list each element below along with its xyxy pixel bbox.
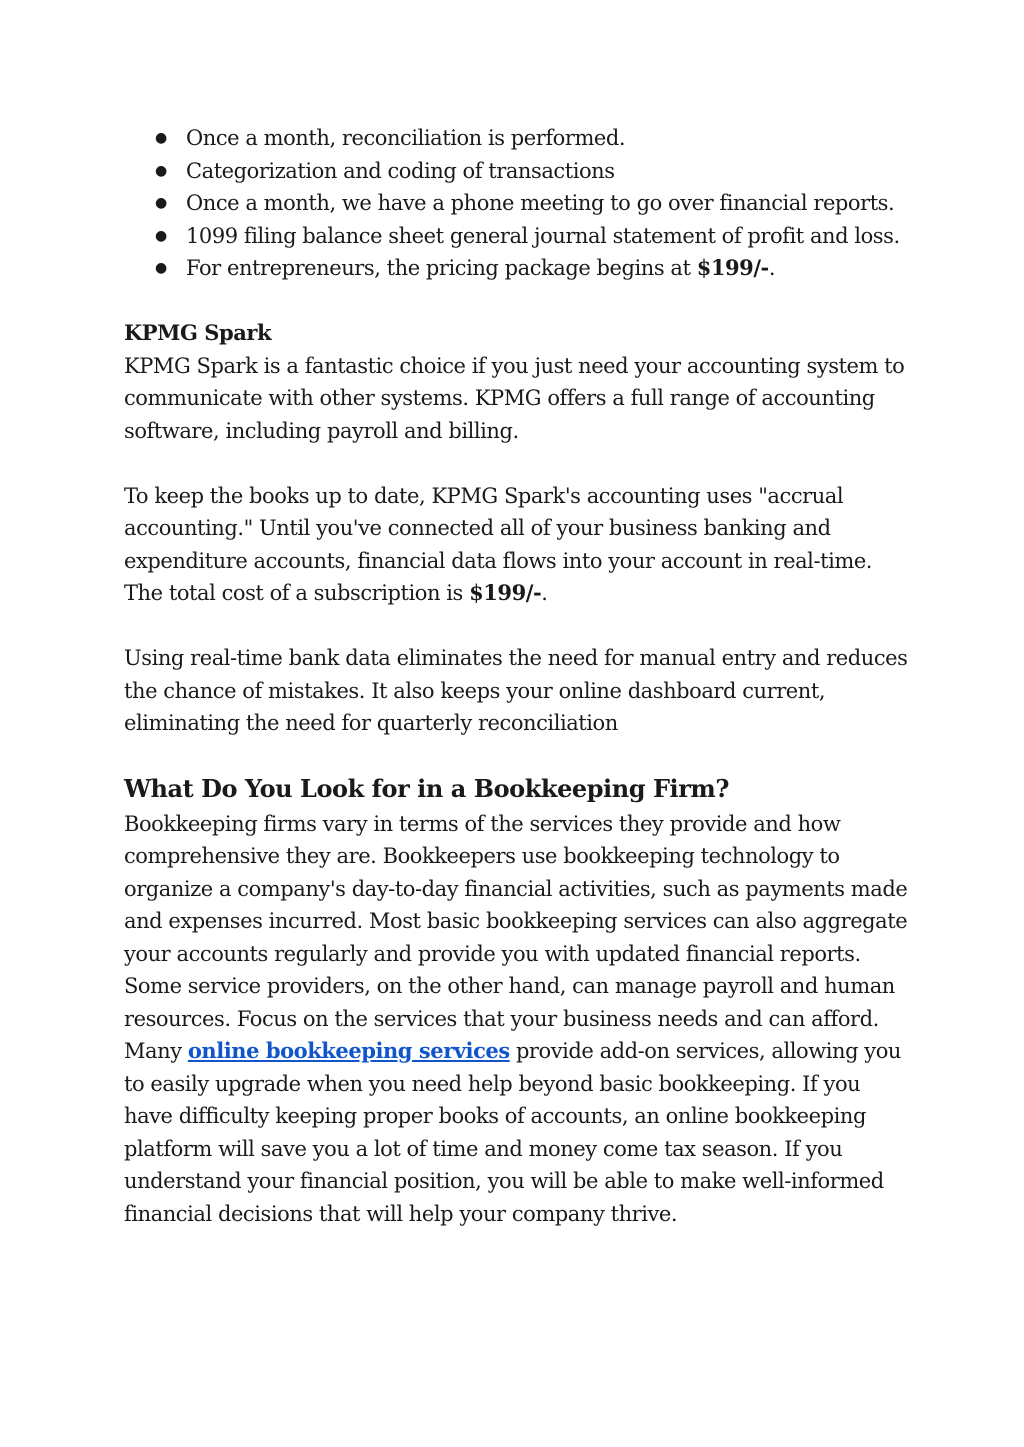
bullet-icon: ● [155, 162, 167, 179]
list-item: ● Once a month, reconciliation is performed. [124, 122, 914, 155]
bullet-icon: ● [155, 195, 167, 211]
feature-list [124, 122, 914, 285]
list-item: ● 1099 filing balance sheet general journal statement of profit and loss. [124, 220, 914, 253]
section-heading: What Do You Look for in a Bookkeeping Firm? [124, 773, 729, 803]
bullet-icon: ● [155, 260, 167, 276]
kpmg-heading: KPMG Spark [124, 320, 272, 345]
document-page [124, 122, 914, 1230]
bullet-icon: ● [155, 130, 167, 146]
list-item: ● For entrepreneurs, the pricing package begins at $199/-. [124, 252, 914, 285]
kpmg-paragraph-3: Using real-time bank data eliminates the need for manual entry and reduces the chance of mistakes. It also keeps your online dashboard current, eliminating the need for quarterly reconciliation [124, 646, 908, 735]
kpmg-paragraph-2: To keep the books up to date, KPMG Spark's accounting uses "accrual accounting." Until you've connected all of your business banking and expenditure accounts, financial data flows into your account in real-time. The total cost of a subscription is $199/-. [124, 483, 873, 605]
list-item: ● Categorization and coding of transactions [124, 155, 914, 188]
online-bookkeeping-link[interactable]: online bookkeeping services [187, 1038, 510, 1063]
list-item: ● Once a month, we have a phone meeting to go over financial reports. [124, 187, 914, 220]
price-text: $199/- [469, 580, 542, 605]
kpmg-paragraph-1: KPMG Spark is a fantastic choice if you just need your accounting system to communicate with other systems. KPMG offers a full range of accounting software, including payroll and billing. [124, 353, 905, 443]
price-text: $199/- [696, 255, 769, 280]
bullet-icon: ● [155, 227, 167, 244]
section-paragraph: Bookkeeping firms vary in terms of the services they provide and how comprehensive they are. Bookkeepers use bookkeeping technology to organize a company's day-to-day financial activities, such as payments made and expenses incurred. Most basic bookkeeping services can also aggregate your accounts regularly and provide you with updated financial reports. Some service providers, on the other hand, can manage payroll and human resources. Focus on the services that your business needs and can afford. Many online bookkeeping services provide add-on services, allowing you to easily upgrade when you need help beyond basic bookkeeping. If you have difficulty keeping proper books of accounts, an online bookkeeping platform will save you a lot of time and money come tax season. If you understand your financial position, you will be able to make well-informed financial decisions that will help your company thrive. [124, 811, 908, 1226]
